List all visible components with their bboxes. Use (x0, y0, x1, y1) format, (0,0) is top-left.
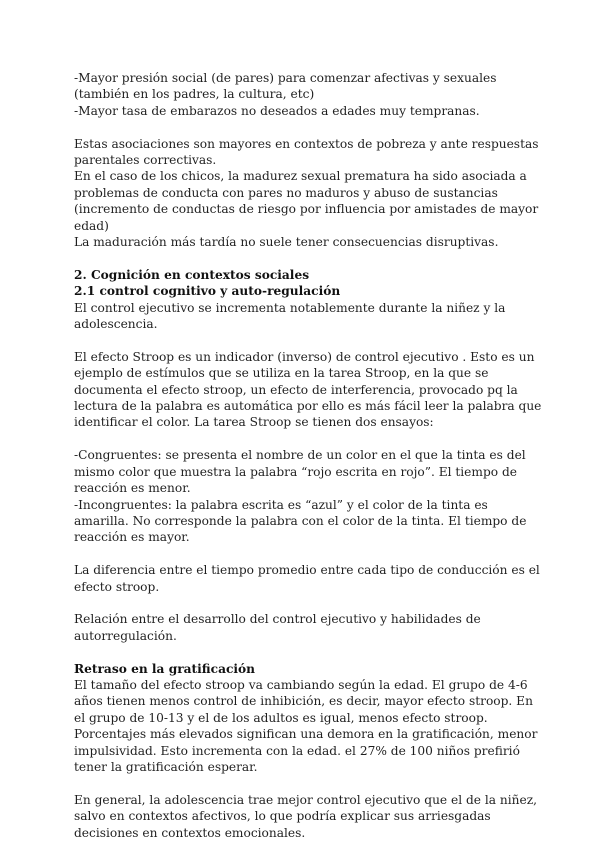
blank-line (74, 332, 544, 348)
paragraph-stroop-age: El tamaño del efecto stroop va cambiando según la edad. El grupo de 4-6 años tienen menos control de inhibición, es decir, mayor efecto stroop. En el grupo de 10-13 y el de los adultos es igual, menos efecto stroop. (74, 677, 533, 725)
document-page (74, 70, 544, 841)
section-heading-social-cognition: 2. Cognición en contextos sociales (74, 267, 310, 282)
blank-line (74, 595, 544, 611)
subsection-heading-cognitive-control: 2.1 control cognitivo y auto-regulación (74, 284, 341, 299)
paragraph-poverty-context: Estas asociaciones son mayores en contextos de pobreza y ante respuestas parentales correctivas. (74, 136, 539, 168)
paragraph-incongruent-trials: -Incongruentes: la palabra escrita es “azul” y el color de la tinta es amarilla. No corresponde la palabra con el color de la tinta. El tiempo de reacción es mayor. (74, 497, 527, 545)
paragraph-stroop-effect: El efecto Stroop es un indicador (inverso) de control ejecutivo . Esto es un ejemplo de estímulos que se utiliza en la tarea Stroop, en la que se documenta el efecto stroop, un efecto de interferencia, provocado pq la lectura de la palabra es automática por ello es más fácil leer la palabra que identificar el color. La tarea Stroop se tienen dos ensayos: (74, 349, 542, 430)
blank-line (74, 644, 544, 660)
paragraph-congruent-trials: -Congruentes: se presenta el nombre de un color en el que la tinta es del mismo color que muestra la palabra “rojo escrita en rojo”. El tiempo de reacción es menor. (74, 448, 526, 496)
blank-line (74, 546, 544, 562)
paragraph-stroop-difference: La diferencia entre el tiempo promedio entre cada tipo de conducción es el efecto stroop. (74, 563, 540, 594)
blank-line (74, 119, 544, 135)
paragraph-pregnancy-rate: -Mayor tasa de embarazos no deseados a edades muy tempranas. (74, 103, 480, 118)
blank-line (74, 775, 544, 791)
paragraph-peer-pressure: -Mayor presión social (de pares) para comenzar afectivas y sexuales (también en los padres, la cultura, etc) (74, 71, 497, 102)
blank-line (74, 431, 544, 447)
paragraph-executive-control: El control ejecutivo se incrementa notablemente durante la niñez y la adolescencia. (74, 300, 506, 332)
paragraph-self-regulation: Relación entre el desarrollo del control ejecutivo y habilidades de autorregulación. (74, 612, 481, 643)
blank-line (74, 250, 544, 266)
paragraph-gratification-percentages: Porcentajes más elevados significan una demora en la gratificación, menor impulsividad. Esto incrementa con la edad. el 27% de 100 niños prefirió tener la gratificación esperar. (74, 727, 538, 774)
section-heading-delayed-gratification: Retraso en la gratificación (74, 661, 256, 676)
paragraph-late-maturation: La maduración más tardía no suele tener consecuencias disruptivas. (74, 235, 499, 250)
paragraph-boys-maturity: En el caso de los chicos, la madurez sexual prematura ha sido asociada a problemas de conducta con pares no maduros y abuso de sustancias (incremento de conductas de riesgo por influencia por amistades de mayor edad) (74, 169, 539, 233)
paragraph-adolescence-summary: En general, la adolescencia trae mejor control ejecutivo que el de la niñez, salvo en contextos afectivos, lo que podría explicar sus arriesgadas decisiones en contextos emocionales. (74, 792, 538, 840)
